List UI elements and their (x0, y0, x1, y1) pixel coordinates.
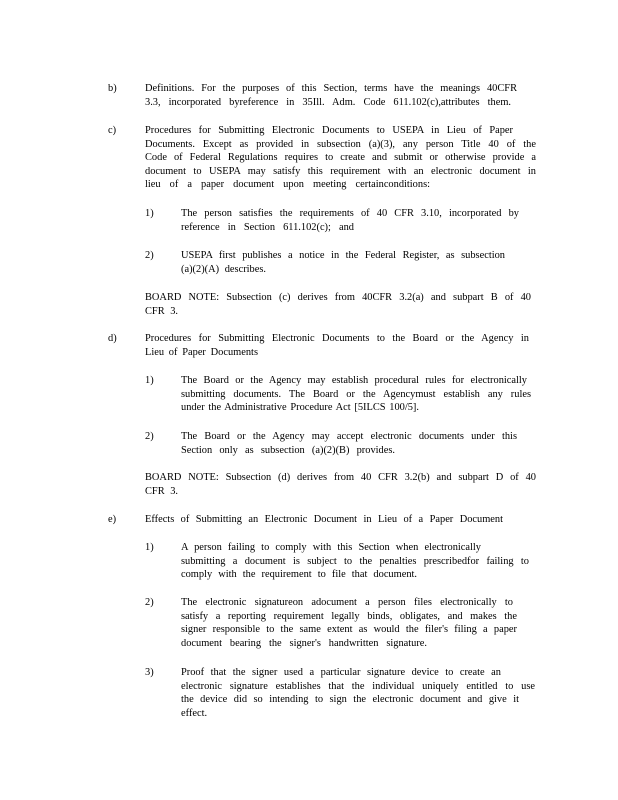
text-line: Lieu of Paper Documents (145, 346, 258, 358)
text-line: reference in Section 611.102(c); and (181, 221, 354, 233)
section-label: d) (108, 333, 117, 344)
text-line: The Board or the Agency may accept electronic documents under this (181, 431, 517, 442)
text-line: USEPA first publishes a notice in the Federal Register, as subsection (181, 250, 505, 261)
text-line: CFR 3. (145, 305, 178, 317)
text-line: The Board or the Agency may establish procedural rules for electronically (181, 375, 527, 386)
text-line: The person satisfies the requirements of 40 CFR 3.10, incorporated by (181, 208, 519, 219)
subsection-text (181, 249, 505, 276)
subsection-label: 2) (145, 250, 154, 261)
text-line: document bearing the signer's handwritten signature. (181, 637, 427, 649)
subsection-label: 1) (145, 208, 154, 219)
text-line: effect. (181, 707, 208, 719)
subsection-text (181, 666, 535, 720)
subsection-text (181, 541, 529, 582)
subsection-label: 1) (145, 542, 154, 553)
text-line: 3.3, incorporated byreference in 35Ill. Adm. Code 611.102(c),attributes them. (145, 96, 511, 108)
section-text (145, 82, 517, 109)
subsection-label: 2) (145, 431, 154, 442)
text-line: the device did so intending to sign the electronic document and give it (181, 694, 519, 706)
text-line: Procedures for Submitting Electronic Documents to the Board or the Agency in (145, 333, 529, 344)
text-line: BOARD NOTE: Subsection (d) derives from 40 CFR 3.2(b) and subpart D of 40 (145, 472, 536, 483)
text-line: submitting a document is subject to the penalties prescribedfor failing to (181, 555, 529, 567)
board-note-c (145, 291, 531, 318)
subsection-text (181, 430, 517, 457)
section-label: e) (108, 514, 117, 525)
text-line: Effects of Submitting an Electronic Document in Lieu of a Paper Document (145, 514, 503, 525)
text-line: satisfy a reporting requirement legally binds, obligates, and makes the (181, 610, 517, 622)
text-line: signer responsible to the same extent as would the filer's filing a paper (181, 624, 517, 636)
text-line: Procedures for Submitting Electronic Documents to USEPA in Lieu of Paper (145, 125, 513, 136)
text-line: A person failing to comply with this Section when electronically (181, 542, 481, 553)
text-line: (a)(2)(A) describes. (181, 263, 266, 275)
subsection-text (181, 596, 517, 650)
text-line: lieu of a paper document upon meeting certainconditions: (145, 179, 430, 191)
text-line: The electronic signatureon adocument a person files electronically to (181, 597, 513, 608)
text-line: submitting documents. The Board or the Agencymust establish any rules (181, 388, 531, 400)
subsection-label: 3) (145, 667, 154, 678)
subsection-text (181, 207, 519, 234)
section-label: b) (108, 83, 117, 94)
text-line: under the Administrative Procedure Act [5ILCS 100/5]. (181, 402, 419, 414)
text-line: Proof that the signer used a particular signature device to create an (181, 667, 501, 678)
text-line: CFR 3. (145, 485, 178, 497)
text-line: Code of Federal Regulations requires to create and submit or otherwise provide a (145, 152, 536, 164)
text-line: Definitions. For the purposes of this Section, terms have the meanings 40CFR (145, 83, 517, 94)
board-note-d (145, 471, 536, 498)
subsection-text (181, 374, 531, 415)
subsection-label: 2) (145, 597, 154, 608)
text-line: electronic signature establishes that the individual uniquely entitled to use (181, 680, 535, 692)
text-line: BOARD NOTE: Subsection (c) derives from 40CFR 3.2(a) and subpart B of 40 (145, 292, 531, 303)
section-label: c) (108, 125, 117, 136)
text-line: comply with the requirement to file that document. (181, 569, 417, 581)
section-text (145, 332, 529, 359)
section-text (145, 124, 536, 192)
section-text (145, 513, 503, 527)
text-line: Documents. Except as provided in subsection (a)(3), any person Title 40 of the (145, 138, 536, 150)
text-line: document to USEPA may satisfy this requirement with an electronic document in (145, 165, 536, 177)
subsection-label: 1) (145, 375, 154, 386)
text-line: Section only as subsection (a)(2)(B) provides. (181, 444, 395, 456)
